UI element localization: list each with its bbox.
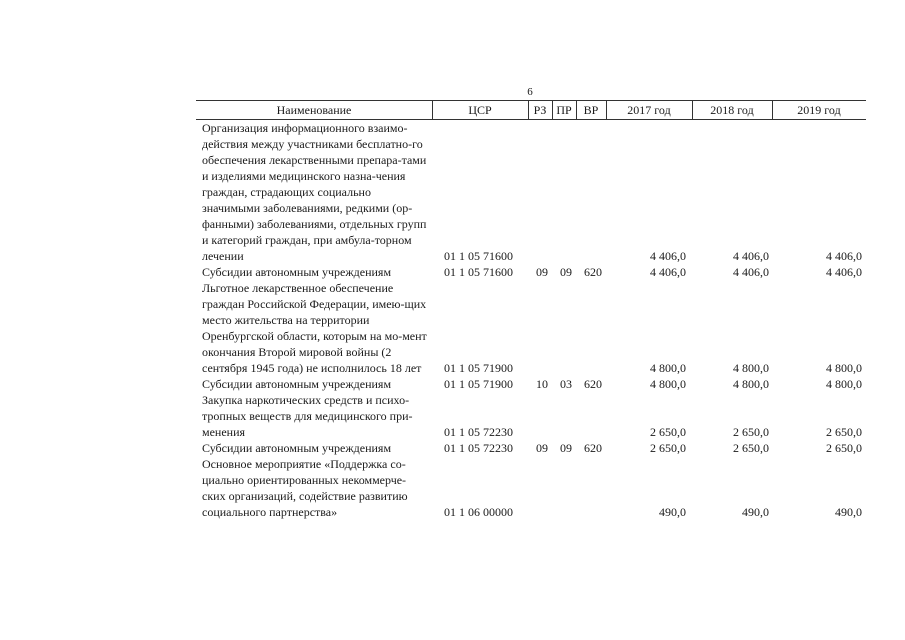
row-2018: 4 800,0 xyxy=(733,377,769,391)
row-pr: 09 xyxy=(560,265,572,279)
row-rz: 09 xyxy=(536,265,548,279)
row-csr: 01 1 05 71900 xyxy=(444,361,513,375)
row-vr: 620 xyxy=(584,265,602,279)
row-2017: 2 650,0 xyxy=(650,425,686,439)
row-2017: 4 800,0 xyxy=(650,377,686,391)
row-2018: 4 800,0 xyxy=(733,361,769,375)
row-2019: 4 406,0 xyxy=(826,265,862,279)
row-2017: 2 650,0 xyxy=(650,441,686,455)
page-number: 6 xyxy=(527,86,533,98)
table-row xyxy=(196,120,866,264)
table-row xyxy=(196,456,866,520)
row-rz: 10 xyxy=(536,377,548,391)
row-pr: 09 xyxy=(560,441,572,455)
row-2017: 490,0 xyxy=(659,505,686,519)
row-csr: 01 1 05 71900 xyxy=(444,377,513,391)
row-2018: 490,0 xyxy=(742,505,769,519)
header-2019: 2019 год xyxy=(797,103,841,117)
row-csr: 01 1 05 72230 xyxy=(444,441,513,455)
row-name: Закупка наркотических средств и психо-тропных веществ для медицинского при-менения xyxy=(202,393,413,439)
row-vr: 620 xyxy=(584,441,602,455)
row-name: Субсидии автономным учреждениям xyxy=(202,265,392,279)
row-2018: 4 406,0 xyxy=(733,265,769,279)
row-csr: 01 1 05 71600 xyxy=(444,249,513,263)
row-vr: 620 xyxy=(584,377,602,391)
row-rz: 09 xyxy=(536,441,548,455)
header-pr: ПР xyxy=(556,103,572,117)
row-csr: 01 1 05 71600 xyxy=(444,265,513,279)
row-2018: 4 406,0 xyxy=(733,249,769,263)
row-2019: 4 406,0 xyxy=(826,249,862,263)
header-2017: 2017 год xyxy=(627,103,671,117)
budget-table xyxy=(196,100,866,520)
row-2019: 2 650,0 xyxy=(826,441,862,455)
table-row xyxy=(196,264,866,280)
row-2017: 4 406,0 xyxy=(650,265,686,279)
header-vr: ВР xyxy=(583,103,599,117)
header-csr: ЦСР xyxy=(468,103,492,117)
row-2017: 4 800,0 xyxy=(650,361,686,375)
header-2018: 2018 год xyxy=(710,103,754,117)
header-name: Наименование xyxy=(276,103,352,117)
row-csr: 01 1 06 00000 xyxy=(444,505,513,519)
row-2019: 490,0 xyxy=(835,505,862,519)
row-name: Основное мероприятие «Поддержка со-циально ориентированных некоммерче-ских организаций, содействие развитию социального партнерства» xyxy=(202,457,408,519)
row-2017: 4 406,0 xyxy=(650,249,686,263)
table-header xyxy=(196,100,866,120)
row-name: Субсидии автономным учреждениям xyxy=(202,441,392,455)
table-row xyxy=(196,376,866,392)
row-name: Субсидии автономным учреждениям xyxy=(202,377,392,391)
row-2018: 2 650,0 xyxy=(733,425,769,439)
table-row xyxy=(196,392,866,440)
row-pr: 03 xyxy=(560,377,572,391)
header-rz: РЗ xyxy=(533,103,547,117)
table-row xyxy=(196,440,866,456)
row-csr: 01 1 05 72230 xyxy=(444,425,513,439)
row-2019: 2 650,0 xyxy=(826,425,862,439)
row-name: Льготное лекарственное обеспечение граждан Российской Федерации, имею-щих место жительства на территории Оренбургской области, которым на мо-мент окончания Второй мировой войны (2 сентября 1945 года) не исполнилось 18 лет xyxy=(202,281,427,375)
table-row xyxy=(196,280,866,376)
row-2018: 2 650,0 xyxy=(733,441,769,455)
row-2019: 4 800,0 xyxy=(826,361,862,375)
row-name: Организация информационного взаимо-действия между участниками бесплатно-го обеспечения лекарственными препара-тами и изделиями медицинского назна-чения граждан, страдающих социально значимыми заболеваниями, редкими (ор-фанными) заболеваниями, отдельных групп и категорий граждан, при амбула-торном лечении xyxy=(202,121,427,263)
row-2019: 4 800,0 xyxy=(826,377,862,391)
